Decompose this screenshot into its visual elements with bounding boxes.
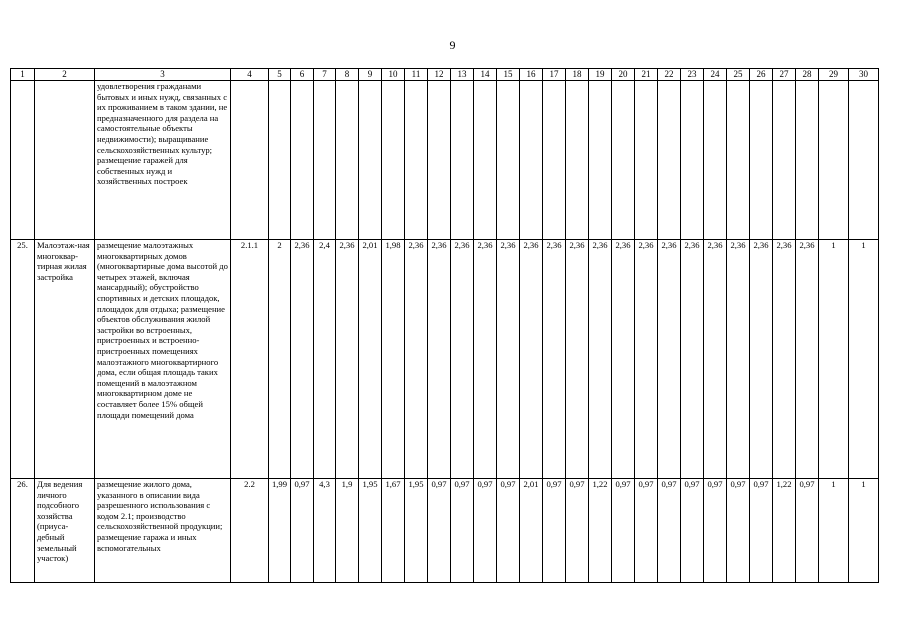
coefficient-cell: 1,9	[336, 479, 359, 583]
table-row	[11, 81, 879, 240]
coefficient-cell: 2,36	[497, 240, 520, 479]
coefficient-cell: 0,97	[658, 479, 681, 583]
coefficient-cell	[681, 81, 704, 240]
coefficient-cell: 2,36	[750, 240, 773, 479]
column-number-30: 30	[849, 69, 879, 81]
coefficient-cell: 1	[849, 240, 879, 479]
coefficient-cell: 2,4	[314, 240, 336, 479]
land-use-description: размещение малоэтажных многоквартирных домов (многоквартирные дома высотой до четырех этажей, включая мансардный); обустройство спортивных и детских площадок, площадок для отдыха; размещение объектов обслуживания жилой застройки во встроенных, пристроенных и встроенно-пристроенных помещениях малоэтажного многоквартирного дома, если общая площадь таких помещений в малоэтажном многоквартирном доме не составляет более 15% общей площади помещений дома	[95, 240, 231, 479]
coefficient-cell: 2,01	[359, 240, 382, 479]
coefficient-cell: 0,97	[451, 479, 474, 583]
coefficient-cell: 4,3	[314, 479, 336, 583]
table-row	[11, 479, 879, 583]
coefficient-cell: 2,36	[704, 240, 727, 479]
column-number-9: 9	[359, 69, 382, 81]
column-number-27: 27	[773, 69, 796, 81]
coefficient-cell: 1,22	[589, 479, 612, 583]
header-row	[11, 69, 879, 81]
column-number-20: 20	[612, 69, 635, 81]
column-number-24: 24	[704, 69, 727, 81]
coefficient-cell: 0,97	[612, 479, 635, 583]
coefficient-cell	[336, 81, 359, 240]
coefficient-cell: 2,36	[428, 240, 451, 479]
coefficient-cell	[704, 81, 727, 240]
land-use-code: 2.1.1	[231, 240, 269, 479]
coefficient-cell: 0,97	[428, 479, 451, 583]
coefficient-cell: 0,97	[635, 479, 658, 583]
coefficient-cell: 1,22	[773, 479, 796, 583]
column-number-11: 11	[405, 69, 428, 81]
coefficient-cell	[543, 81, 566, 240]
column-number-21: 21	[635, 69, 658, 81]
coefficient-cell: 0,97	[497, 479, 520, 583]
column-number-19: 19	[589, 69, 612, 81]
coefficient-cell	[796, 81, 819, 240]
coefficient-cell	[497, 81, 520, 240]
coefficient-cell: 2,36	[566, 240, 589, 479]
column-number-5: 5	[269, 69, 291, 81]
coefficient-cell: 2,36	[291, 240, 314, 479]
column-number-12: 12	[428, 69, 451, 81]
coefficient-cell	[269, 81, 291, 240]
coefficient-cell: 2,36	[658, 240, 681, 479]
column-number-16: 16	[520, 69, 543, 81]
coefficient-cell: 0,97	[796, 479, 819, 583]
land-use-description: удовлетворения гражданами бытовых и иных нужд, связанных с их проживанием в таком здании, не предназначенного для раздела на самостоятельные объекты недвижимости); выращивание сельскохозяйственных культур; размещение гаражей для собственных нужд и хозяйственных построек	[95, 81, 231, 240]
coefficient-cell	[451, 81, 474, 240]
column-number-29: 29	[819, 69, 849, 81]
land-use-name	[35, 81, 95, 240]
coefficient-cell	[727, 81, 750, 240]
coefficient-cell: 1	[819, 479, 849, 583]
coefficient-cell: 0,97	[704, 479, 727, 583]
land-use-name: Для ведения личного подсобного хозяйства (приуса-дебный земельный участок)	[35, 479, 95, 583]
coefficient-cell	[405, 81, 428, 240]
coefficient-cell: 0,97	[750, 479, 773, 583]
land-use-code: 2.2	[231, 479, 269, 583]
coefficient-cell	[658, 81, 681, 240]
coefficient-cell: 2,01	[520, 479, 543, 583]
coefficient-cell: 0,97	[543, 479, 566, 583]
coefficient-cell: 2,36	[589, 240, 612, 479]
coefficient-cell	[359, 81, 382, 240]
column-number-4: 4	[231, 69, 269, 81]
coefficient-cell: 1,98	[382, 240, 405, 479]
coefficient-cell: 2,36	[796, 240, 819, 479]
column-number-10: 10	[382, 69, 405, 81]
coefficient-cell: 2,36	[336, 240, 359, 479]
coefficient-cell: 2,36	[773, 240, 796, 479]
coefficient-cell: 0,97	[291, 479, 314, 583]
coefficient-cell: 2,36	[612, 240, 635, 479]
column-number-28: 28	[796, 69, 819, 81]
coefficient-cell: 2,36	[727, 240, 750, 479]
table-row	[11, 240, 879, 479]
column-number-7: 7	[314, 69, 336, 81]
column-number-23: 23	[681, 69, 704, 81]
coefficient-cell	[291, 81, 314, 240]
coefficient-cell: 2,36	[405, 240, 428, 479]
land-use-code	[231, 81, 269, 240]
coefficient-cell	[612, 81, 635, 240]
coefficient-cell	[589, 81, 612, 240]
column-number-15: 15	[497, 69, 520, 81]
coefficient-cell	[849, 81, 879, 240]
coefficient-cell	[566, 81, 589, 240]
coefficient-cell: 2	[269, 240, 291, 479]
column-number-6: 6	[291, 69, 314, 81]
coefficient-cell	[819, 81, 849, 240]
coefficient-cell: 0,97	[474, 479, 497, 583]
data-table	[10, 68, 879, 583]
coefficient-cell	[474, 81, 497, 240]
coefficient-cell: 1,67	[382, 479, 405, 583]
row-number: 26.	[11, 479, 35, 583]
coefficient-cell: 1,95	[359, 479, 382, 583]
column-number-22: 22	[658, 69, 681, 81]
column-number-3: 3	[95, 69, 231, 81]
page-number: 9	[449, 38, 456, 52]
coefficient-cell: 1,95	[405, 479, 428, 583]
coefficient-cell	[314, 81, 336, 240]
coefficient-cell: 2,36	[635, 240, 658, 479]
coefficient-cell	[382, 81, 405, 240]
coefficient-cell	[520, 81, 543, 240]
coefficient-cell	[750, 81, 773, 240]
coefficient-cell: 0,97	[566, 479, 589, 583]
column-number-1: 1	[11, 69, 35, 81]
column-number-14: 14	[474, 69, 497, 81]
row-number	[11, 81, 35, 240]
coefficient-cell: 0,97	[681, 479, 704, 583]
column-number-18: 18	[566, 69, 589, 81]
coefficient-cell: 1	[819, 240, 849, 479]
column-number-26: 26	[750, 69, 773, 81]
coefficient-cell: 0,97	[727, 479, 750, 583]
coefficient-cell: 1,99	[269, 479, 291, 583]
coefficient-cell	[773, 81, 796, 240]
coefficient-cell	[635, 81, 658, 240]
coefficient-cell	[428, 81, 451, 240]
column-number-8: 8	[336, 69, 359, 81]
column-number-13: 13	[451, 69, 474, 81]
column-number-25: 25	[727, 69, 750, 81]
coefficient-cell: 2,36	[681, 240, 704, 479]
row-number: 25.	[11, 240, 35, 479]
coefficient-cell: 2,36	[474, 240, 497, 479]
coefficient-cell: 2,36	[520, 240, 543, 479]
column-number-17: 17	[543, 69, 566, 81]
column-number-2: 2	[35, 69, 95, 81]
coefficient-cell: 2,36	[543, 240, 566, 479]
land-use-description: размещение жилого дома, указанного в описании вида разрешенного использования с кодом 2.1; производство сельскохозяйственной продукции; размещение гаража и иных вспомогательных	[95, 479, 231, 583]
land-use-name: Малоэтаж-ная многоквар-тирная жилая застройка	[35, 240, 95, 479]
coefficient-cell: 2,36	[451, 240, 474, 479]
coefficient-cell: 1	[849, 479, 879, 583]
